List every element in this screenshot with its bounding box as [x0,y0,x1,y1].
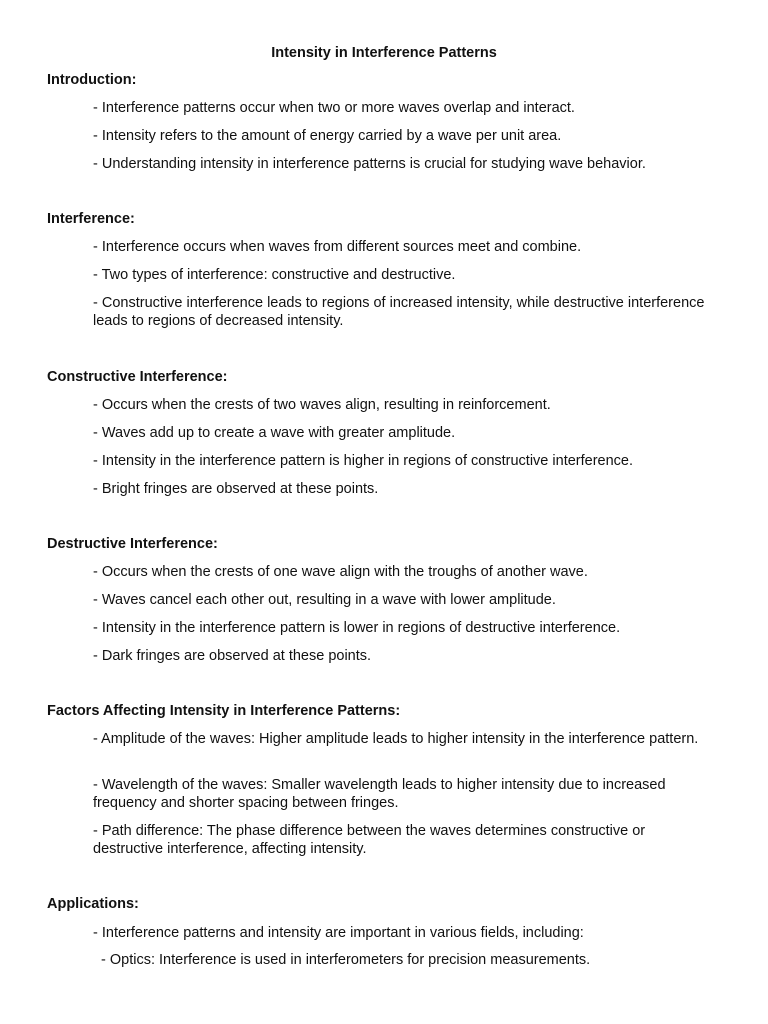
section-heading-introduction: Introduction: [47,72,137,88]
list-item: - Interference occurs when waves from different sources meet and combine. [93,239,582,255]
list-subitem: - Optics: Interference is used in interferometers for precision measurements. [101,952,591,968]
list-item: - Two types of interference: constructive and destructive. [93,267,456,283]
section-heading-interference: Interference: [47,211,135,227]
list-item: - Waves add up to create a wave with greater amplitude. [93,425,456,441]
list-item: - Constructive interference leads to regions of increased intensity, while destructive interference leads to regions of decreased intensity. [93,295,705,329]
list-item: - Path difference: The phase difference between the waves determines constructive or destructive interference, affecting intensity. [93,823,646,857]
list-item: - Bright fringes are observed at these points. [93,481,379,497]
section-heading-constructive-interference: Constructive Interference: [47,369,228,385]
section-heading-factors: Factors Affecting Intensity in Interference Patterns: [47,703,401,719]
list-item: - Amplitude of the waves: Higher amplitude leads to higher intensity in the interference pattern. [93,731,699,747]
section-heading-applications: Applications: [47,896,139,912]
list-item: - Interference patterns occur when two or more waves overlap and interact. [93,100,575,116]
list-item: - Occurs when the crests of one wave align with the troughs of another wave. [93,564,588,580]
list-item: - Wavelength of the waves: Smaller wavelength leads to higher intensity due to increased frequency and shorter spacing between fringes. [93,777,666,811]
list-item: - Understanding intensity in interference patterns is crucial for studying wave behavior. [93,156,646,172]
list-item: - Intensity refers to the amount of energy carried by a wave per unit area. [93,128,562,144]
list-item: - Waves cancel each other out, resulting in a wave with lower amplitude. [93,592,556,608]
list-item: - Intensity in the interference pattern is higher in regions of constructive interference. [93,453,634,469]
list-item: - Occurs when the crests of two waves align, resulting in reinforcement. [93,397,551,413]
list-item: - Intensity in the interference pattern is lower in regions of destructive interference. [93,620,621,636]
list-item: - Dark fringes are observed at these points. [93,648,372,664]
section-heading-destructive-interference: Destructive Interference: [47,536,218,552]
list-item: - Interference patterns and intensity are important in various fields, including: [93,925,584,941]
document-title: Intensity in Interference Patterns [271,45,497,61]
